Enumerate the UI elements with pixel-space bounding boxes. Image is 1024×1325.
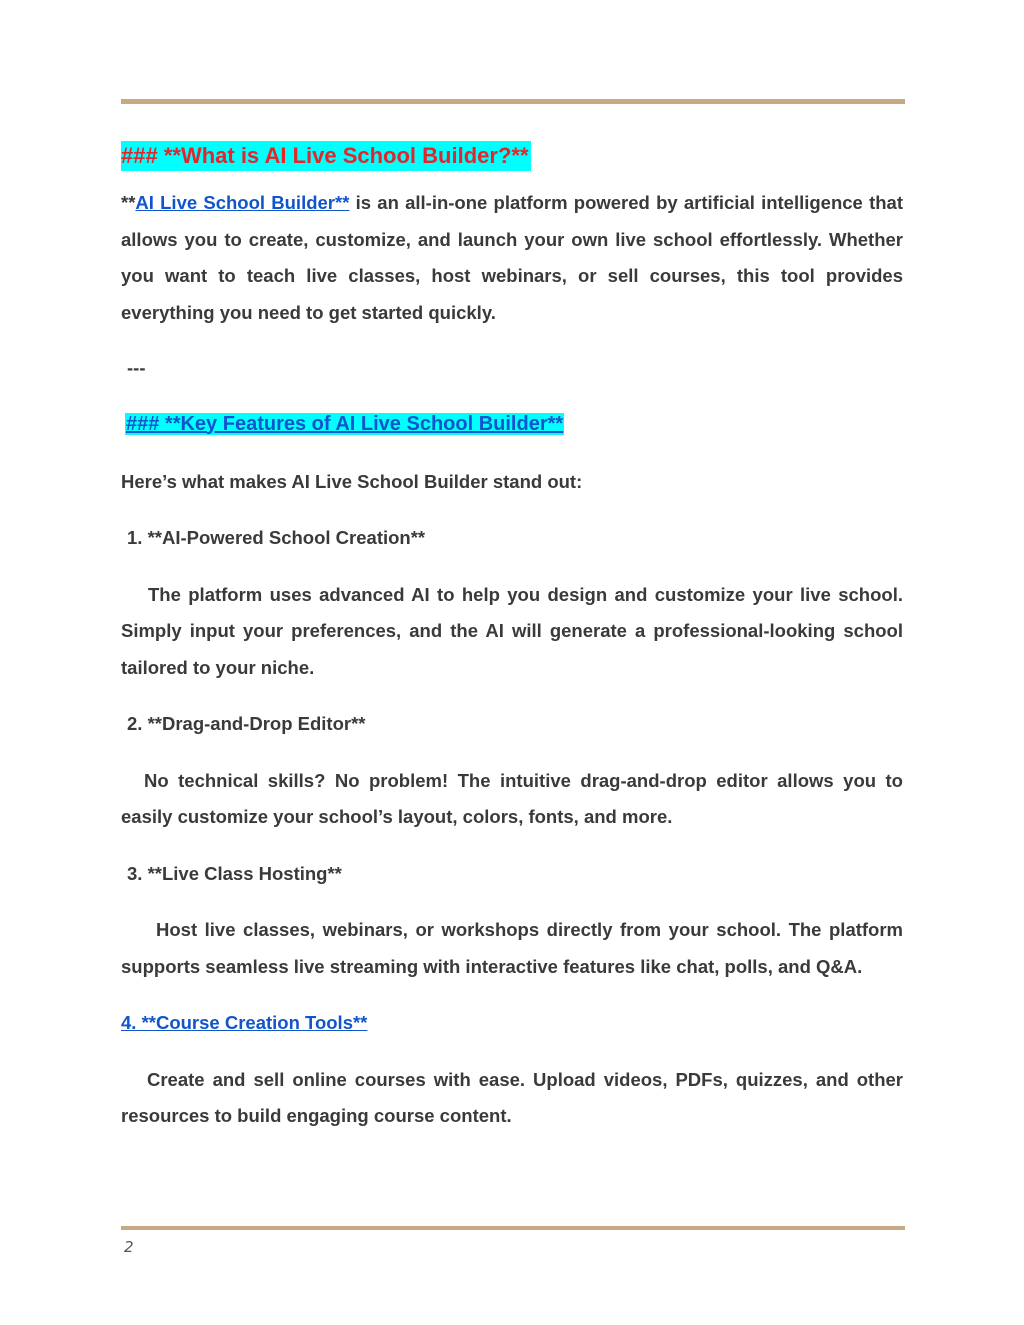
bottom-divider <box>121 1226 905 1230</box>
feature-title-3: 3. **Live Class Hosting** <box>127 862 342 884</box>
feature-body-3: Host live classes, webinars, or workshops directly from your school. The platform supports seamless live streaming with interactive features like chat, polls, and Q&A. <box>121 919 903 977</box>
feature-body-2: No technical skills? No problem! The intuitive drag-and-drop editor allows you to easily customize your school’s layout, colors, fonts, and more. <box>121 769 903 827</box>
key-features-heading[interactable] <box>121 406 903 444</box>
intro-prefix: ** <box>121 192 136 213</box>
separator: --- <box>127 357 146 378</box>
feature-title-4-link[interactable]: 4. **Course Creation Tools** <box>121 1012 368 1033</box>
feature-body-4: Create and sell online courses with ease. Upload videos, PDFs, quizzes, and other resources to build engaging course content. <box>121 1068 903 1126</box>
page-number: 2 <box>124 1238 134 1256</box>
key-features-heading-text[interactable]: ### **Key Features of AI Live School Builder** <box>126 412 564 435</box>
product-link[interactable]: AI Live School Builder** <box>135 192 350 213</box>
feature-body-1: The platform uses advanced AI to help you design and customize your live school. Simply input your preferences, and the AI will generate a professional-looking school tailored to your niche. <box>121 583 903 678</box>
top-divider <box>121 99 905 104</box>
document-body <box>121 138 903 1135</box>
feature-title-4[interactable] <box>121 1005 903 1042</box>
lead-text: Here’s what makes AI Live School Builder stand out: <box>121 470 583 492</box>
feature-title-2: 2. **Drag-and-Drop Editor** <box>127 713 366 734</box>
feature-title-1: 1. **AI-Powered School Creation** <box>127 527 426 548</box>
section-heading-what-is: ### **What is AI Live School Builder?** <box>121 141 531 171</box>
intro-body: is an all-in-one platform powered by artificial intelligence that allows you to create, customize, and launch your own live school effortlessly. Whether you want to teach live classes, host webinars, or sell courses, this tool provides everything you need to get started quickly. <box>121 192 903 323</box>
intro-paragraph <box>121 185 903 331</box>
